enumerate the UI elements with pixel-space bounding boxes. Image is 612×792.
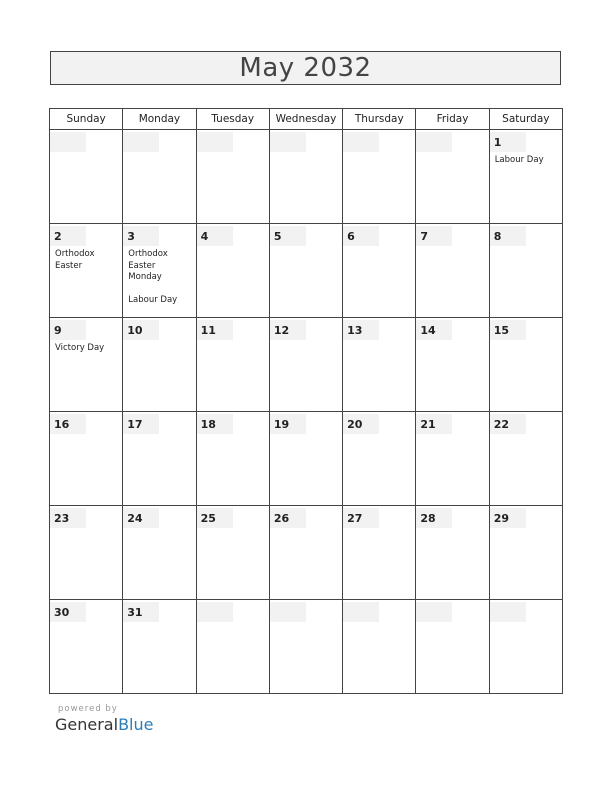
day-cell xyxy=(123,224,196,318)
week-row xyxy=(50,318,563,412)
day-cell xyxy=(343,130,416,224)
day-cell xyxy=(50,412,123,506)
holiday-line: Labour Day xyxy=(494,155,544,165)
day-number: 14 xyxy=(416,320,452,340)
day-number: 25 xyxy=(197,508,233,528)
day-cell xyxy=(489,130,562,224)
day-cell xyxy=(416,130,489,224)
day-cell xyxy=(196,506,269,600)
day-cell xyxy=(196,318,269,412)
day-number: 12 xyxy=(270,320,306,340)
day-cell xyxy=(489,318,562,412)
day-number xyxy=(270,132,306,152)
weekday-friday: Friday xyxy=(416,109,489,130)
day-cell xyxy=(123,600,196,694)
day-cell xyxy=(269,318,342,412)
day-number xyxy=(50,132,86,152)
day-cell xyxy=(269,506,342,600)
day-cell xyxy=(416,600,489,694)
day-cell xyxy=(343,506,416,600)
day-cell xyxy=(196,130,269,224)
week-row xyxy=(50,506,563,600)
day-number: 15 xyxy=(490,320,526,340)
day-cell xyxy=(196,412,269,506)
day-number xyxy=(416,132,452,152)
week-row xyxy=(50,224,563,318)
day-number: 4 xyxy=(197,226,233,246)
day-number: 24 xyxy=(123,508,159,528)
day-cell xyxy=(50,224,123,318)
day-number: 22 xyxy=(490,414,526,434)
day-number: 9 xyxy=(50,320,86,340)
day-cell xyxy=(343,318,416,412)
calendar-body xyxy=(50,130,563,694)
day-cell xyxy=(343,224,416,318)
day-cell xyxy=(416,412,489,506)
weekday-header-row xyxy=(50,109,563,130)
day-cell xyxy=(50,130,123,224)
day-number xyxy=(343,132,379,152)
day-number: 31 xyxy=(123,602,159,622)
day-cell xyxy=(269,412,342,506)
day-number: 28 xyxy=(416,508,452,528)
day-number: 16 xyxy=(50,414,86,434)
holiday-line: Orthodox xyxy=(128,249,168,259)
day-cell xyxy=(50,600,123,694)
weekday-thursday: Thursday xyxy=(343,109,416,130)
weekday-saturday: Saturday xyxy=(489,109,562,130)
calendar-grid xyxy=(49,108,563,694)
week-row xyxy=(50,600,563,694)
powered-by-text: powered by xyxy=(58,704,118,714)
day-number: 5 xyxy=(270,226,306,246)
day-number: 26 xyxy=(270,508,306,528)
day-cell xyxy=(489,412,562,506)
day-cell xyxy=(50,506,123,600)
day-number: 21 xyxy=(416,414,452,434)
day-number: 18 xyxy=(197,414,233,434)
holiday-line: Labour Day xyxy=(128,294,178,305)
generalblue-logo xyxy=(55,715,153,734)
day-number: 20 xyxy=(343,414,379,434)
day-number xyxy=(123,132,159,152)
day-cell xyxy=(50,318,123,412)
day-number: 19 xyxy=(270,414,306,434)
day-number: 2 xyxy=(50,226,86,246)
day-cell xyxy=(416,506,489,600)
day-number: 27 xyxy=(343,508,379,528)
day-number xyxy=(343,602,379,622)
day-number xyxy=(416,602,452,622)
brand-general: General xyxy=(55,715,119,734)
day-cell xyxy=(269,130,342,224)
day-cell xyxy=(269,600,342,694)
day-number xyxy=(270,602,306,622)
weekday-sunday: Sunday xyxy=(50,109,123,130)
day-number: 10 xyxy=(123,320,159,340)
day-cell xyxy=(123,412,196,506)
day-number xyxy=(197,602,233,622)
day-cell xyxy=(269,224,342,318)
calendar-title: May 2032 xyxy=(239,53,372,83)
holiday-line: Easter xyxy=(55,260,83,271)
calendar-title-box xyxy=(50,51,561,85)
day-cell xyxy=(123,130,196,224)
day-number: 6 xyxy=(343,226,379,246)
weekday-monday: Monday xyxy=(123,109,196,130)
day-number: 30 xyxy=(50,602,86,622)
day-number: 3 xyxy=(123,226,159,246)
day-number: 13 xyxy=(343,320,379,340)
day-number xyxy=(197,132,233,152)
day-number: 7 xyxy=(416,226,452,246)
holiday-label xyxy=(128,249,195,306)
week-row xyxy=(50,412,563,506)
day-number: 23 xyxy=(50,508,86,528)
holiday-label xyxy=(55,249,122,272)
day-cell xyxy=(343,412,416,506)
day-cell xyxy=(123,506,196,600)
brand-blue: Blue xyxy=(118,715,154,734)
day-number: 29 xyxy=(490,508,526,528)
weekday-tuesday: Tuesday xyxy=(196,109,269,130)
week-row xyxy=(50,130,563,224)
day-number: 8 xyxy=(490,226,526,246)
holiday-line: Orthodox xyxy=(55,249,95,259)
day-number xyxy=(490,602,526,622)
day-number: 11 xyxy=(197,320,233,340)
holiday-line: Monday xyxy=(128,272,162,282)
holiday-label xyxy=(495,155,562,167)
holiday-label xyxy=(55,343,122,355)
day-cell xyxy=(489,506,562,600)
day-cell xyxy=(416,224,489,318)
day-cell xyxy=(489,224,562,318)
day-number: 1 xyxy=(490,132,526,152)
day-cell xyxy=(489,600,562,694)
day-cell xyxy=(416,318,489,412)
day-cell xyxy=(196,600,269,694)
day-cell xyxy=(196,224,269,318)
day-number: 17 xyxy=(123,414,159,434)
day-cell xyxy=(123,318,196,412)
holiday-line: Easter xyxy=(128,260,156,271)
holiday-line: Victory Day xyxy=(55,343,105,353)
day-cell xyxy=(343,600,416,694)
weekday-wednesday: Wednesday xyxy=(269,109,342,130)
